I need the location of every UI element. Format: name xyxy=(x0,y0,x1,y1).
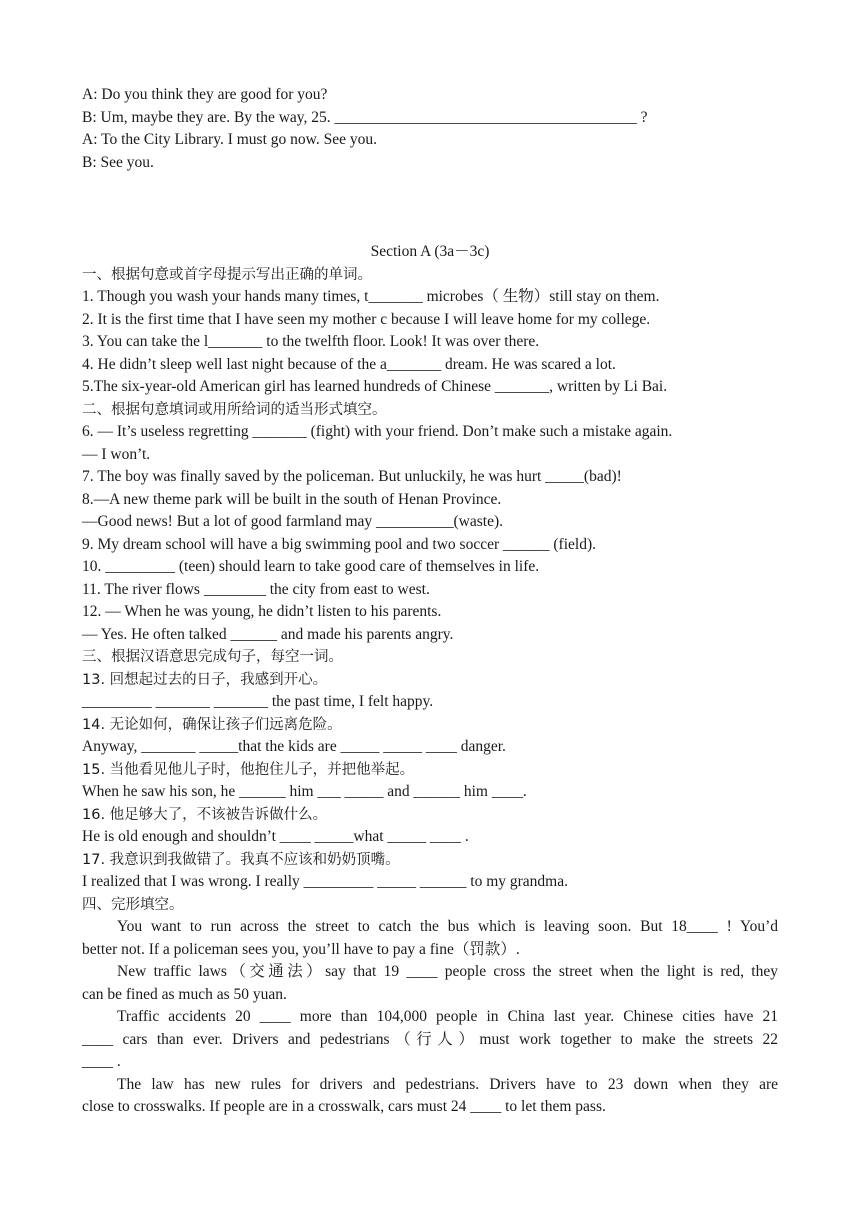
question-item: 9. My dream school will have a big swimming pool and two soccer ______ (field). xyxy=(82,535,596,553)
question-item: — I won’t. xyxy=(82,445,151,463)
question-item: Anyway, _______ _____that the kids are _____ _____ ____ danger. xyxy=(82,738,506,755)
question-item: When he saw his son, he ______ him ___ _____ and ______ him ____. xyxy=(82,783,527,800)
question-item: _________ _______ _______ the past time, I felt happy. xyxy=(82,693,434,710)
question-item: —Good news! But a lot of good farmland may __________(waste). xyxy=(82,513,504,530)
question-item: 2. It is the first time that I have seen my mother c because I will leave home for my college. xyxy=(82,310,651,328)
part4-section xyxy=(82,894,778,1119)
part3-section xyxy=(82,646,778,894)
cloze-line: You want to run across the street to catch the bus which is leaving soon. But 18____ ! You’d xyxy=(117,918,778,935)
question-item: — Yes. He often talked ______ and made his parents angry. xyxy=(82,625,454,643)
question-item: 11. The river flows ________ the city from east to west. xyxy=(82,580,430,598)
dialogue-line: B: Um, maybe they are. By the way, 25. _______________________________________ ? xyxy=(82,108,648,126)
question-item: He is old enough and shouldn’t ____ _____what _____ ____ . xyxy=(82,828,469,845)
part2-section xyxy=(82,399,778,647)
cloze-paragraph xyxy=(82,961,778,1006)
cloze-line: ____ cars than ever. Drivers and pedestrians（行人）must work together to make the streets 22 xyxy=(82,1030,778,1048)
question-item: 3. You can take the l_______ to the twelfth floor. Look! It was over there. xyxy=(82,333,540,350)
question-item: 12. — When he was young, he didn’t listen to his parents. xyxy=(82,603,442,620)
cloze-paragraph xyxy=(82,916,778,961)
dialogue-line: A: Do you think they are good for you? xyxy=(82,86,328,103)
cloze-line: close to crosswalks. If people are in a crosswalk, cars must 24 ____ to let them pass. xyxy=(82,1098,606,1115)
part3-heading: 三、根据汉语意思完成句子，每空一词。 xyxy=(82,649,343,665)
question-item: 17. 我意识到我做错了。我真不应该和奶奶顶嘴。 xyxy=(82,851,400,868)
question-item: I realized that I was wrong. I really _________ _____ ______ to my grandma. xyxy=(82,873,568,890)
cloze-line: New traffic laws（交通法）say that 19 ____ people cross the street when the light is red, they xyxy=(117,963,778,980)
cloze-paragraph xyxy=(82,1006,778,1074)
dialogue-line: A: To the City Library. I must go now. See you. xyxy=(82,131,377,148)
question-item: 1. Though you wash your hands many times, t_______ microbes（ 生物）still stay on them. xyxy=(82,288,660,305)
question-item: 14. 无论如何，确保让孩子们远离危险。 xyxy=(82,716,342,733)
question-item: 8.—A new theme park will be built in the south of Henan Province. xyxy=(82,490,502,508)
part4-heading: 四、完形填空。 xyxy=(82,896,184,913)
cloze-line: better not. If a policeman sees you, you’ll have to pay a fine（罚款）. xyxy=(82,940,520,958)
question-item: 10. _________ (teen) should learn to take good care of themselves in life. xyxy=(82,558,540,575)
part1-section xyxy=(82,264,778,399)
cloze-line: The law has new rules for drivers and pedestrians. Drivers have to 23 down when they are xyxy=(117,1075,778,1093)
dialogue-section xyxy=(82,84,778,174)
question-item: 15. 当他看见他儿子时，他抱住儿子，并把他举起。 xyxy=(82,761,415,778)
cloze-paragraph xyxy=(82,1074,778,1119)
section-title: Section A (3a－3c) xyxy=(370,243,490,260)
dialogue-line: B: See you. xyxy=(82,153,154,171)
section-gap xyxy=(82,174,778,241)
cloze-line: ____ . xyxy=(82,1053,121,1070)
question-item: 16. 他足够大了，不该被告诉做什么。 xyxy=(82,806,328,823)
question-item: 5.The six-year-old American girl has learned hundreds of Chinese _______, written by Li Bai. xyxy=(82,378,668,395)
question-item: 6. — It’s useless regretting _______ (fight) with your friend. Don’t make such a mistake again. xyxy=(82,423,673,440)
worksheet-content xyxy=(82,84,778,1119)
cloze-line: Traffic accidents 20 ____ more than 104,000 people in China last year. Chinese cities have 21 xyxy=(117,1008,778,1025)
question-item: 13. 回想起过去的日子，我感到开心。 xyxy=(82,671,328,688)
part1-heading: 一、根据句意或首字母提示写出正确的单词。 xyxy=(82,266,372,283)
question-item: 7. The boy was finally saved by the policeman. But unluckily, he was hurt _____(bad)! xyxy=(82,468,622,485)
question-item: 4. He didn’t sleep well last night because of the a_______ dream. He was scared a lot. xyxy=(82,355,616,373)
cloze-line: can be fined as much as 50 yuan. xyxy=(82,985,287,1003)
part2-heading: 二、根据句意填词或用所给词的适当形式填空。 xyxy=(82,401,387,418)
